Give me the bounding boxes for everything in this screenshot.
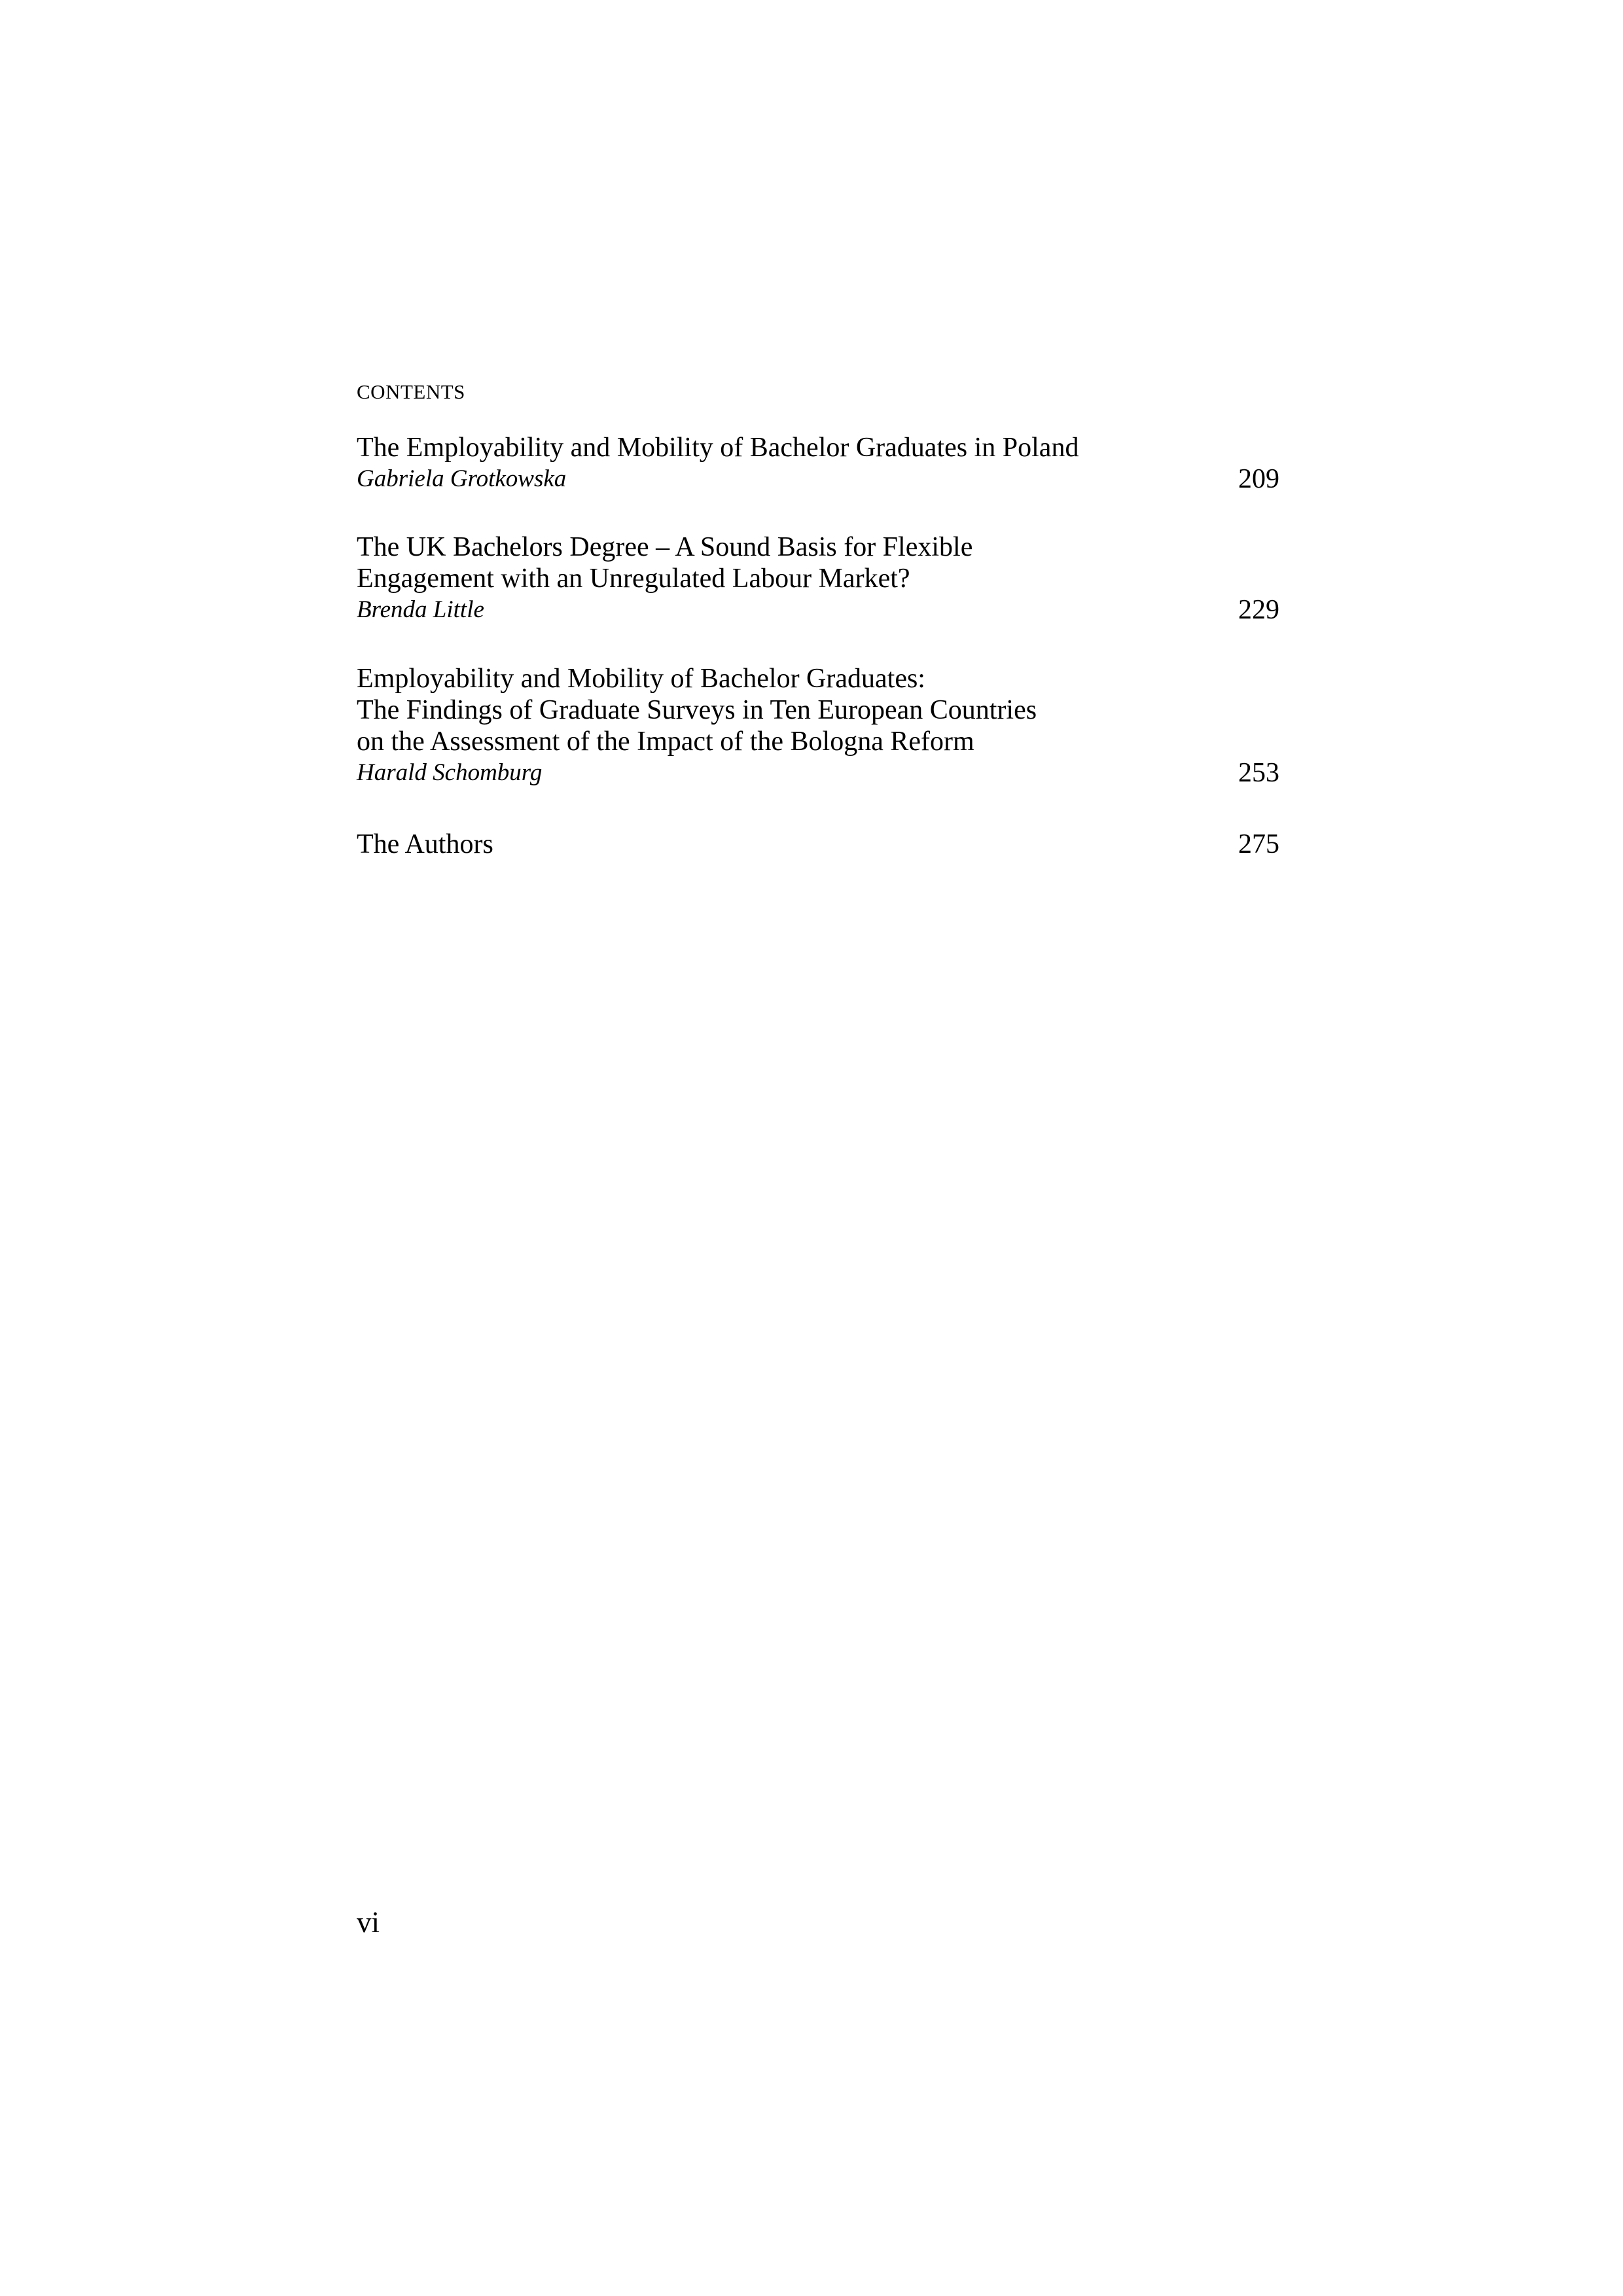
entry-author: Brenda Little xyxy=(357,596,484,623)
entry-title-line: The Employability and Mobility of Bachelor Graduates in Poland xyxy=(357,433,1079,463)
entry-title xyxy=(357,829,1279,860)
entry-title xyxy=(357,432,1279,463)
entry-author-row xyxy=(357,463,1279,495)
entry-author: Gabriela Grotkowska xyxy=(357,465,567,492)
toc-entry xyxy=(357,829,1279,860)
toc-entry xyxy=(357,432,1279,495)
toc-entry xyxy=(357,531,1279,626)
entry-title xyxy=(357,663,1279,757)
page-folio: vi xyxy=(357,1906,380,1939)
entry-page-number: 275 xyxy=(1238,829,1279,859)
entry-page-number: 229 xyxy=(1238,595,1279,625)
entry-title xyxy=(357,531,1279,594)
entry-author: Harald Schomburg xyxy=(357,759,543,786)
entry-title-line: Engagement with an Unregulated Labour Market? xyxy=(357,564,910,594)
entry-title-line: The Findings of Graduate Surveys in Ten European Countries xyxy=(357,695,1037,725)
entry-page-number: 253 xyxy=(1238,758,1279,788)
entry-author-row xyxy=(357,594,1279,626)
entry-author-row xyxy=(357,757,1279,789)
entry-title-line: The Authors xyxy=(357,829,493,859)
entry-page-number: 209 xyxy=(1238,464,1279,494)
entry-title-line: Employability and Mobility of Bachelor Graduates: xyxy=(357,664,925,694)
running-head: CONTENTS xyxy=(357,380,465,403)
entry-title-line: on the Assessment of the Impact of the Bologna Reform xyxy=(357,726,974,757)
toc-entry xyxy=(357,663,1279,789)
entry-title-line: The UK Bachelors Degree – A Sound Basis for Flexible xyxy=(357,532,973,562)
